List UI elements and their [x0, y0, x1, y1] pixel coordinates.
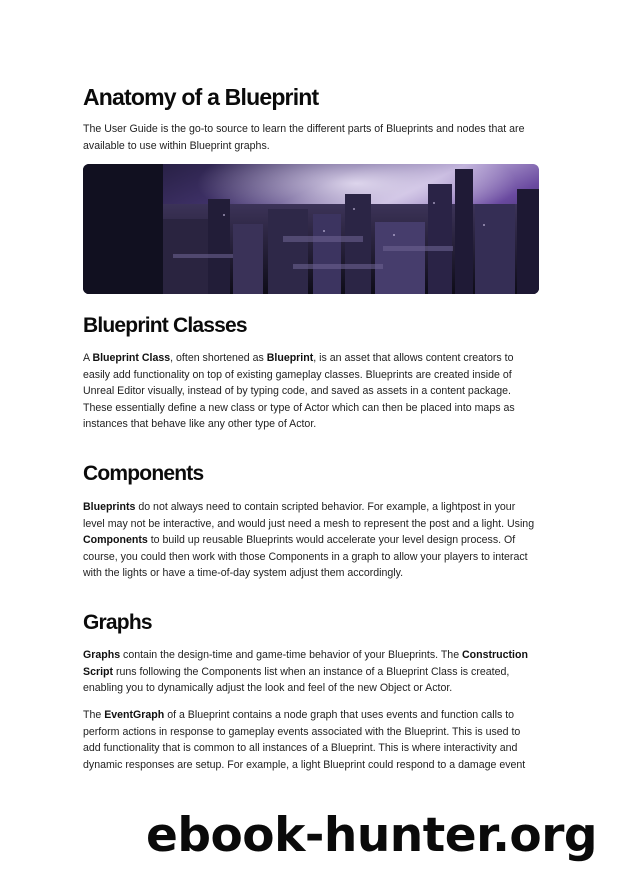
city-hero-image: [83, 164, 539, 294]
bold-term: Blueprint: [266, 352, 314, 364]
bold-term: Construction Script: [83, 649, 528, 678]
bold-term: Blueprints: [83, 501, 136, 513]
bold-term: Graphs: [83, 649, 121, 661]
bold-term: Components: [83, 534, 148, 547]
watermark-text: ebook-hunter.org: [146, 808, 598, 863]
bold-term: Blueprint Class: [92, 352, 171, 364]
heading-graphs: Graphs: [83, 611, 152, 634]
intro-paragraph: The User Guide is the go-to source to learn the different parts of Blueprints and nodes that are available to use within Blueprint graphs.: [83, 123, 525, 152]
eventgraph-paragraph: The EventGraph of a Blueprint contains a node graph that uses events and function calls to perform actions in response to gameplay events associated with the Blueprint. This is used to add functionality that is common to all instances of a Blueprint. This is where interactivity and dynamic responses are setup. For example, a light Blueprint could respond to a damage event: [83, 709, 526, 771]
graphs-paragraph: Graphs contain the design-time and game-time behavior of your Blueprints. The Construction Script runs following the Components list when an instance of a Blueprint Class is created, enabling you to dynamically adjust the look and feel of the new Object or Actor.: [83, 649, 528, 695]
components-paragraph: Blueprints do not always need to contain scripted behavior. For example, a lightpost in your level may not be interactive, and would just need a mesh to represent the post and a light. Using Components to build up reusable Blueprints would accelerate your level design process. Of course, you could then work with those Components in a graph to allow your players to interact with the lights or have a time-of-day system adjust them accordingly.: [83, 501, 535, 580]
blueprint-classes-paragraph: A Blueprint Class, often shortened as Blueprint, is an asset that allows content creators to easily add functionality on top of existing gameplay classes. Blueprints are created inside of Unreal Editor visually, instead of by typing code, and saved as assets in a content package. These essentially define a new class or type of Actor which can then be placed into maps as instances that behave like any other type of Actor.: [83, 352, 515, 431]
heading-blueprint-classes: Blueprint Classes: [83, 314, 247, 337]
heading-components: Components: [83, 462, 204, 485]
bold-term: EventGraph: [104, 709, 165, 721]
page-title: Anatomy of a Blueprint: [83, 84, 319, 110]
